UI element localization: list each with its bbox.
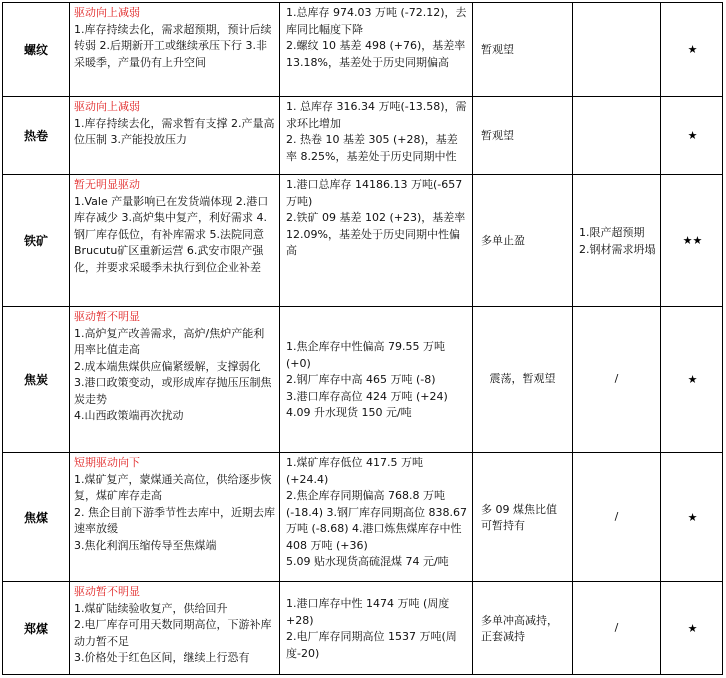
view-cell: [473, 582, 573, 674]
inventory-text: 2.焦企库存同期偏高 768.8 万吨 (-18.4) 3.钢厂库存同期高位 838.67 万吨 (-8.68) 4.港口炼焦煤库存中性 408 万吨 (+36): [286, 489, 468, 552]
driver-text: 2. 焦企目前下游季节性去库中，近期去库速率放缓: [74, 505, 275, 535]
inventory-text: 4.09 升水现货 150 元/吨: [286, 406, 412, 420]
risk-cell: [573, 307, 661, 452]
inventory-text: 2.螺纹 10 基差 498 (+76)，基差率 13.18%，基差处于历史同期偏高: [286, 39, 466, 69]
view-cell: [473, 307, 573, 452]
table-row: [3, 307, 722, 453]
table-row: [3, 582, 722, 674]
inventory-text: 1.港口库存中性 1474 万吨 (周度+28): [286, 597, 450, 627]
inventory-text: 1.焦企库存中性偏高 79.55 万吨 (+0): [286, 340, 445, 370]
driver-heading: 驱动向上减弱: [74, 100, 140, 113]
driver-text: 1.Vale 产量影响已在发货端体现 2.港口库存减少 3.高炉集中复产，利好需求 4. 钢厂库存低位，有补库需求 5.法院同意Brucutu矿区重新运营 6.武安市限产强化，并要求采暖季未执行到位企业补差: [74, 194, 269, 274]
inventory-cell: [280, 453, 473, 581]
driver-text: 3.价格处于红色区间，继续上行恐有: [74, 651, 250, 664]
risk-cell: [573, 453, 661, 581]
commodity-name: 焦炭: [3, 307, 70, 452]
inventory-text: 1.煤矿库存低位 417.5 万吨 (+24.4): [286, 456, 423, 486]
inventory-text: 5.09 贴水现货高硫混煤 74 元/吨: [286, 555, 449, 568]
risk-cell: [573, 97, 661, 174]
view-cell: [473, 453, 573, 581]
driver-text: 2.成本端焦煤供应偏紧缓解，支撑弱化: [74, 359, 261, 373]
driver-heading: 驱动暂不明显: [74, 310, 140, 323]
driver-cell: [70, 582, 280, 674]
risk-text: /: [614, 372, 619, 386]
driver-cell: [70, 175, 280, 306]
driver-cell: [70, 97, 280, 174]
inventory-text: 2. 热卷 10 基差 305 (+28)，基差率 8.25%，基差处于历史同期中性: [286, 133, 458, 163]
driver-cell: [70, 307, 280, 452]
risk-cell: [573, 582, 661, 674]
view-text: 暂观望: [481, 129, 514, 143]
driver-text: 1.高炉复产改善需求，高炉/焦炉产能利用率比值走高: [74, 326, 265, 356]
inventory-cell: [280, 582, 473, 674]
driver-heading: 驱动向上减弱: [74, 6, 140, 19]
view-text: 暂观望: [481, 43, 514, 57]
table-row: [3, 97, 722, 175]
risk-text: 1.限产超预期 2.钢材需求坍塌: [579, 226, 656, 256]
driver-text: 1.煤矿复产，蒙煤通关高位，供给逐步恢复，煤矿库存走高: [74, 472, 272, 502]
view-text: 多 09 煤焦比值可暂持有: [481, 502, 557, 532]
view-text: 震荡，暂观望: [489, 372, 556, 386]
risk-cell: [573, 3, 661, 96]
driver-cell: [70, 453, 280, 581]
rating-stars: ★: [687, 129, 698, 142]
driver-text: 3.焦化利润压缩传导至焦煤端: [74, 538, 217, 552]
rating-stars: ★: [687, 43, 698, 56]
commodity-name: 焦煤: [3, 453, 70, 581]
commodity-table: [2, 2, 723, 675]
view-text: 多单冲高减持，正套减持: [481, 613, 558, 643]
inventory-text: 2.铁矿 09 基差 102 (+23)，基差率 12.09%，基差处于历史同期中性偏高: [286, 211, 466, 257]
driver-text: 1.煤矿陆续验收复产，供给回升: [74, 601, 228, 615]
view-cell: [473, 97, 573, 174]
driver-heading: 短期驱动向下: [74, 456, 140, 469]
risk-text: /: [614, 509, 619, 523]
driver-heading: 暂无明显驱动: [74, 178, 140, 191]
rating-stars: ★: [687, 373, 698, 386]
inventory-cell: [280, 3, 473, 96]
risk-text: /: [614, 620, 619, 634]
commodity-name: 铁矿: [3, 175, 70, 306]
view-text: 多单止盈: [481, 234, 525, 248]
inventory-cell: [280, 175, 473, 306]
driver-text: 1.库存持续去化，需求超预期，预计后续转弱 2.后期新开工或继续承压下行 3.非采暖季，产量仍有上升空间: [74, 22, 272, 69]
driver-text: 2.电厂库存可用天数同期高位，下游补库动力暂不足: [74, 618, 272, 648]
table-row: [3, 175, 722, 307]
commodity-name: 郑煤: [3, 582, 70, 674]
inventory-text: 2.钢厂库存中高 465 万吨 (-8): [286, 373, 436, 387]
view-cell: [473, 175, 573, 306]
table-row: [3, 453, 722, 582]
rating-stars: ★: [687, 510, 698, 524]
inventory-text: 1.总库存 974.03 万吨 (-72.12)，去库同比幅度下降: [286, 6, 467, 36]
view-cell: [473, 3, 573, 96]
rating-stars: ★★: [682, 234, 703, 247]
driver-text: 1.库存持续去化，需求暂有支撑 2.产量高位压制 3.产能投放压力: [74, 116, 275, 146]
table-row: [3, 3, 722, 97]
inventory-text: 1. 总库存 316.34 万吨(-13.58)，需求环比增加: [286, 100, 467, 130]
inventory-text: 1.港口总库存 14186.13 万吨(-657 万吨): [286, 178, 463, 208]
rating-stars: ★: [687, 621, 698, 635]
risk-cell: [573, 175, 661, 306]
driver-text: 4.山西政策端再次扰动: [74, 409, 184, 422]
driver-text: 3.港口政策变动，或形成库存抛压压制焦炭走势: [74, 376, 272, 406]
inventory-text: 2.电厂库存同期高位 1537 万吨(周度-20): [286, 630, 457, 660]
driver-cell: [70, 3, 280, 96]
inventory-cell: [280, 97, 473, 174]
driver-heading: 驱动暂不明显: [74, 585, 140, 598]
commodity-name: 螺纹: [3, 3, 70, 96]
inventory-cell: [280, 307, 473, 452]
commodity-name: 热卷: [3, 97, 70, 174]
inventory-text: 3.港口库存高位 424 万吨 (+24): [286, 389, 448, 403]
